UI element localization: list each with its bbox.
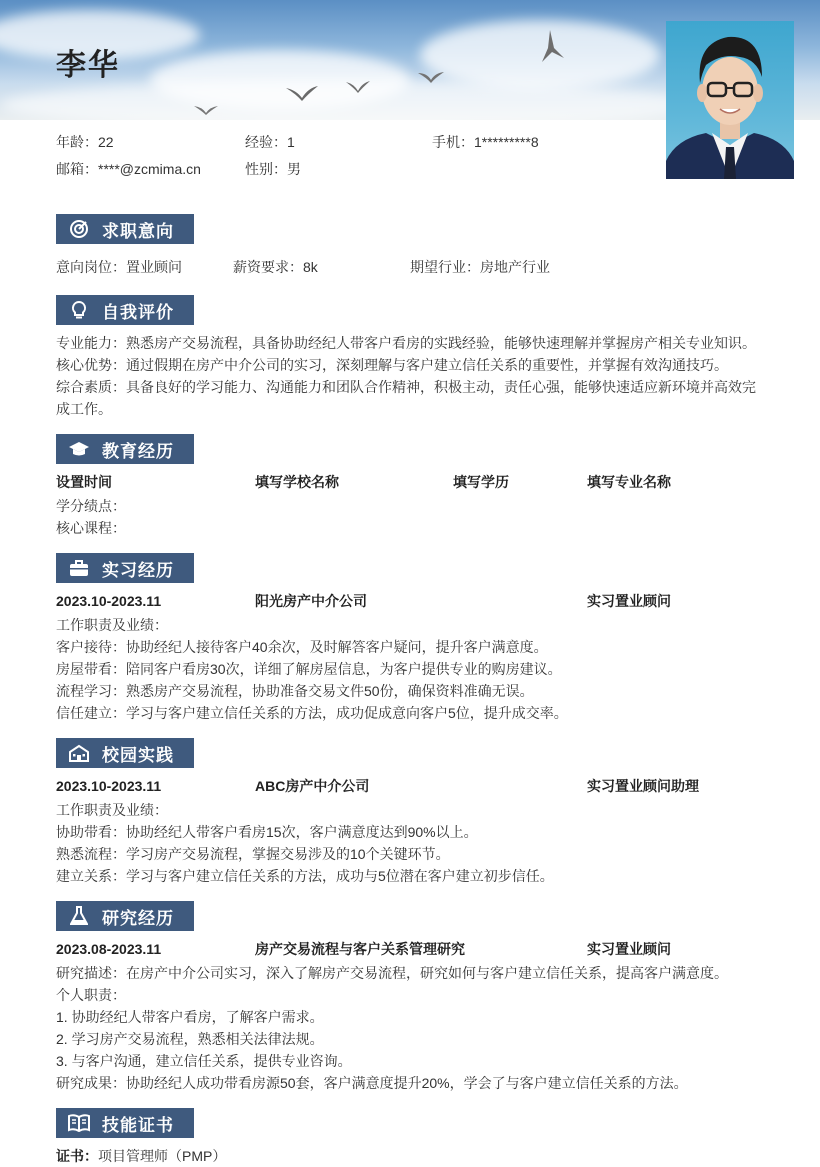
section-title: 实习经历 (102, 560, 174, 580)
section-header-internship (56, 553, 194, 583)
section-header-campus (56, 738, 194, 768)
internship-time: 2023.10-2023.11 (56, 593, 162, 609)
bird-icon (286, 84, 318, 102)
research-line: 2. 学习房产交易流程，熟悉相关法律法规。 (56, 1031, 324, 1047)
skills-row (56, 1145, 764, 1167)
age-field: 年龄：22 (56, 134, 114, 150)
research-time: 2023.08-2023.11 (56, 941, 162, 957)
section-header-research (56, 901, 194, 931)
gender-field: 性别：男 (245, 161, 301, 177)
research-line: 个人职责： (56, 987, 126, 1003)
skills-label: 证书： (56, 1148, 98, 1164)
target-icon (56, 214, 102, 244)
bird-icon (536, 28, 566, 64)
internship-line: 信任建立：学习与客户建立信任关系的方法，成功促成意向客户5位，提升成交率。 (56, 705, 568, 721)
education-time: 设置时间 (56, 474, 112, 490)
intent-position: 意向岗位：置业顾问 (56, 259, 182, 275)
internship-line: 客户接待：协助经纪人接待客户40余次，及时解答客户疑问，提升客户满意度。 (56, 639, 548, 655)
campus-time: 2023.10-2023.11 (56, 778, 162, 794)
section-header-intent (56, 214, 194, 244)
section-header-education (56, 434, 194, 464)
intent-industry: 期望行业：房地产行业 (410, 259, 550, 275)
graduation-cap-icon (56, 434, 102, 464)
education-courses: 核心课程： (56, 520, 126, 536)
section-title: 技能证书 (102, 1115, 174, 1135)
section-title: 校园实践 (102, 745, 174, 765)
flask-icon (56, 901, 102, 931)
bird-icon (346, 80, 370, 94)
self-line-2: 核心优势：通过假期在房产中介公司的实习，深刻理解与客户建立信任关系的重要性，并掌握有效沟通技巧。 (56, 357, 728, 373)
campus-company: ABC房产中介公司 (255, 778, 370, 794)
internship-role: 实习置业顾问 (587, 593, 671, 609)
school-building-icon (56, 738, 102, 768)
intent-salary: 薪资要求：8k (233, 259, 318, 275)
section-title: 教育经历 (102, 441, 174, 461)
experience-field: 经验：1 (245, 134, 295, 150)
campus-line: 建立关系：学习与客户建立信任关系的方法，成功与5位潜在客户建立初步信任。 (56, 868, 554, 884)
section-title: 求职意向 (102, 221, 174, 241)
internship-line: 房屋带看：陪同客户看房30次，详细了解房屋信息，为客户提供专业的购房建议。 (56, 661, 562, 677)
profile-photo (666, 21, 794, 179)
self-line-3: 综合素质：具备良好的学习能力、沟通能力和团队合作精神，积极主动，责任心强，能够快速适应新环境并高效完成工作。 (56, 379, 756, 417)
phone-field: 手机：1*********8 (432, 134, 539, 150)
bird-icon (418, 70, 444, 84)
self-line-1: 专业能力：熟悉房产交易流程，具备协助经纪人带客户看房的实践经验，能够快速理解并掌握房产相关专业知识。 (56, 335, 756, 351)
research-role: 实习置业顾问 (587, 941, 671, 957)
internship-company: 阳光房产中介公司 (255, 593, 367, 609)
internship-line: 工作职责及业绩： (56, 617, 168, 633)
bird-icon (194, 104, 218, 116)
book-icon (56, 1108, 102, 1138)
research-line: 1. 协助经纪人带客户看房，了解客户需求。 (56, 1009, 324, 1025)
section-header-skills (56, 1108, 194, 1138)
internship-line: 流程学习：熟悉房产交易流程，协助准备交易文件50份，确保资料准确无误。 (56, 683, 534, 699)
skills-value: 项目管理师（PMP） (98, 1148, 227, 1164)
research-project: 房产交易流程与客户关系管理研究 (255, 941, 465, 957)
education-gpa: 学分绩点： (56, 498, 126, 514)
research-line: 研究描述：在房产中介公司实习，深入了解房产交易流程，研究如何与客户建立信任关系，提高客户满意度。 (56, 965, 728, 981)
lightbulb-icon (56, 295, 102, 325)
portrait-image (666, 21, 794, 179)
section-title: 自我评价 (102, 302, 174, 322)
campus-role: 实习置业顾问助理 (587, 778, 699, 794)
candidate-name: 李华 (56, 49, 120, 82)
education-school: 填写学校名称 (255, 474, 339, 490)
education-major: 填写专业名称 (587, 474, 671, 490)
research-line: 3. 与客户沟通，建立信任关系，提供专业咨询。 (56, 1053, 352, 1069)
campus-line: 协助带看：协助经纪人带客户看房15次，客户满意度达到90%以上。 (56, 824, 478, 840)
email-field: 邮箱：****@zcmima.cn (56, 161, 201, 177)
research-line: 研究成果：协助经纪人成功带看房源50套，客户满意度提升20%，学会了与客户建立信任关系的方法。 (56, 1075, 688, 1091)
education-degree: 填写学历 (453, 474, 509, 490)
briefcase-icon (56, 553, 102, 583)
section-title: 研究经历 (102, 908, 174, 928)
section-header-self (56, 295, 194, 325)
campus-line: 工作职责及业绩： (56, 802, 168, 818)
campus-line: 熟悉流程：学习房产交易流程，掌握交易涉及的10个关键环节。 (56, 846, 450, 862)
